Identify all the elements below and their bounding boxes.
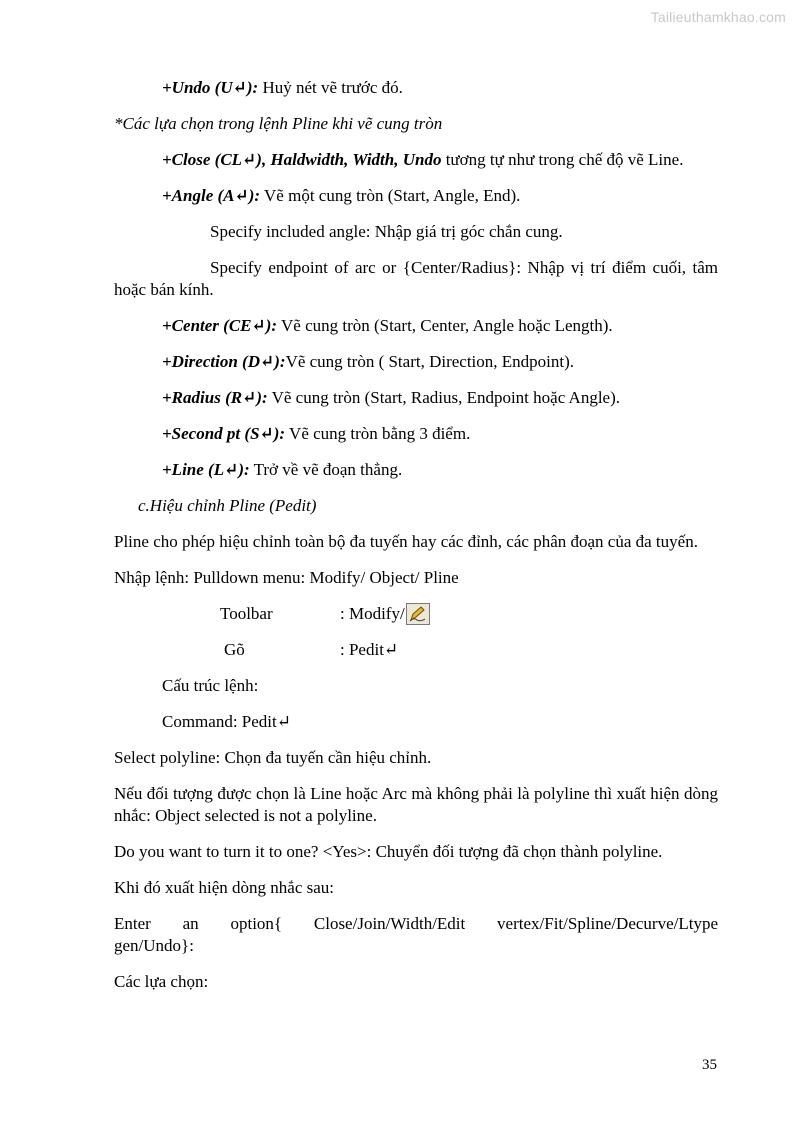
option-direction — [114, 351, 718, 373]
command-line: Command: Pedit↵ — [162, 712, 291, 731]
option-label: +Undo (U↵): — [162, 78, 259, 97]
option-text: Trở về vẽ đoạn thẳng. — [249, 460, 403, 479]
option-text: tương tự như trong chế độ vẽ Line. — [441, 150, 684, 169]
para-enter-option: Enter an option{ Close/Join/Width/Edit vertex/Fit/Spline/Decurve/Ltype gen/Undo}: — [114, 914, 718, 955]
section-arc-options: *Các lựa chọn trong lệnh Pline khi vẽ cung tròn — [114, 114, 443, 133]
option-close — [114, 149, 718, 171]
option-label: +Close (CL↵), Haldwidth, Width, Undo — [162, 150, 442, 169]
select-polyline: Select polyline: Chọn đa tuyến cần hiệu chỉnh. — [114, 748, 432, 767]
toolbar-path: : Modify/ — [340, 604, 405, 623]
option-label: +Second pt (S↵): — [162, 424, 286, 443]
para-cac-lua-chon: Các lựa chọn: — [114, 972, 209, 991]
option-undo — [114, 77, 718, 99]
option-label: +Radius (R↵): — [162, 388, 268, 407]
page-content — [114, 77, 718, 993]
option-text: Vẽ cung tròn ( Start, Direction, Endpoint). — [285, 352, 575, 371]
go-value: : Pedit↵ — [340, 640, 399, 659]
go-key: Gõ — [224, 640, 245, 659]
option-text: Vẽ cung tròn bằng 3 điểm. — [285, 424, 471, 443]
option-angle — [114, 185, 718, 207]
go-row — [114, 639, 718, 661]
option-text: Huỷ nét vẽ trước đó. — [258, 78, 403, 97]
option-label: +Line (L↵): — [162, 460, 250, 479]
option-label: +Angle (A↵): — [162, 186, 261, 205]
heading-pedit: c.Hiệu chỉnh Pline (Pedit) — [138, 496, 317, 515]
option-label: +Center (CE↵): — [162, 316, 278, 335]
para-do-you: Do you want to turn it to one? <Yes>: Chuyển đối tượng đã chọn thành polyline. — [114, 842, 663, 861]
option-line — [114, 459, 718, 481]
option-center — [114, 315, 718, 337]
option-text: Vẽ một cung tròn (Start, Angle, End). — [260, 186, 521, 205]
option-text: Vẽ cung tròn (Start, Radius, Endpoint hoặc Angle). — [267, 388, 621, 407]
toolbar-value — [340, 603, 430, 625]
option-text: Vẽ cung tròn (Start, Center, Angle hoặc Length). — [277, 316, 613, 335]
para-nhap-lenh: Nhập lệnh: Pulldown menu: Modify/ Object/ Pline — [114, 568, 459, 587]
option-radius — [114, 387, 718, 409]
specify-endpoint: Specify endpoint of arc or {Center/Radius}: Nhập vị trí điểm cuối, tâm hoặc bán kính. — [114, 258, 718, 299]
toolbar-key: Toolbar — [220, 604, 273, 623]
toolbar-row — [114, 603, 718, 625]
cau-truc-lenh: Cấu trúc lệnh: — [162, 676, 259, 695]
para-pline: Pline cho phép hiệu chỉnh toàn bộ đa tuyến hay các đỉnh, các phân đoạn của đa tuyến. — [114, 532, 698, 551]
watermark: Tailieuthamkhao.com — [650, 9, 786, 25]
para-neu: Nếu đối tượng được chọn là Line hoặc Arc mà không phải là polyline thì xuất hiện dòng nhắc: Object selected is not a polyline. — [114, 784, 718, 825]
specify-angle: Specify included angle: Nhập giá trị góc chắn cung. — [210, 222, 563, 241]
page-number: 35 — [702, 1057, 717, 1073]
para-khi-do: Khi đó xuất hiện dòng nhắc sau: — [114, 878, 335, 897]
option-label: +Direction (D↵): — [162, 352, 286, 371]
option-second-pt — [114, 423, 718, 445]
pedit-icon — [406, 603, 430, 625]
